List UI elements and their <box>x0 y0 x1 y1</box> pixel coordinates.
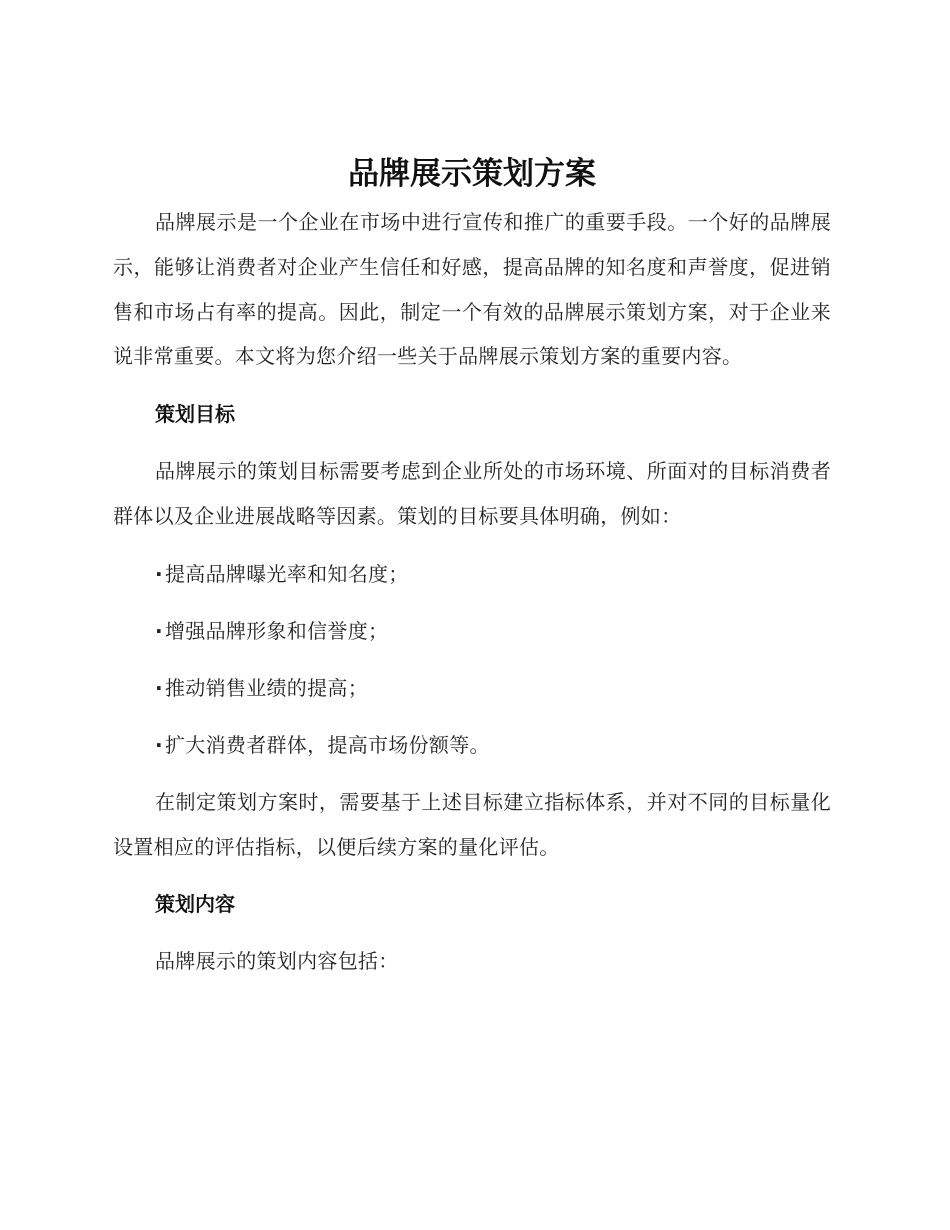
bullet-marker: · <box>155 732 163 757</box>
content-paragraph: 品牌展示的策划内容包括： <box>155 949 399 974</box>
section-heading-goals: 策划目标 <box>155 402 235 427</box>
bullet-marker: · <box>155 618 163 643</box>
list-item <box>113 666 831 710</box>
list-item-text: 增强品牌形象和信誉度； <box>165 618 389 643</box>
list-item-text: 推动销售业绩的提高； <box>165 675 368 700</box>
bullet-marker: · <box>155 561 163 586</box>
goals-paragraph: 品牌展示的策划目标需要考虑到企业所处的市场环境、所面对的目标消费者群体以及企业进展战略等因素。策划的目标要具体明确，例如： <box>113 459 831 528</box>
bullet-marker: · <box>155 675 163 700</box>
document-body <box>113 148 831 984</box>
section-heading-content: 策划内容 <box>155 892 235 917</box>
list-item-text: 提高品牌曝光率和知名度； <box>165 561 409 586</box>
list-item <box>113 609 831 653</box>
intro-paragraph: 品牌展示是一个企业在市场中进行宣传和推广的重要手段。一个好的品牌展示，能够让消费者对企业产生信任和好感，提高品牌的知名度和声誉度，促进销售和市场占有率的提高。因此，制定一个有效的品牌展示策划方案，对于企业来说非常重要。本文将为您介绍一些关于品牌展示策划方案的重要内容。 <box>113 210 831 369</box>
list-item-text: 扩大消费者群体，提高市场份额等。 <box>165 732 490 757</box>
document-title: 品牌展示策划方案 <box>348 156 596 192</box>
goals-closing-paragraph: 在制定策划方案时，需要基于上述目标建立指标体系，并对不同的目标量化设置相应的评估指标，以便后续方案的量化评估。 <box>113 789 831 859</box>
list-item <box>113 552 831 596</box>
list-item <box>113 723 831 767</box>
